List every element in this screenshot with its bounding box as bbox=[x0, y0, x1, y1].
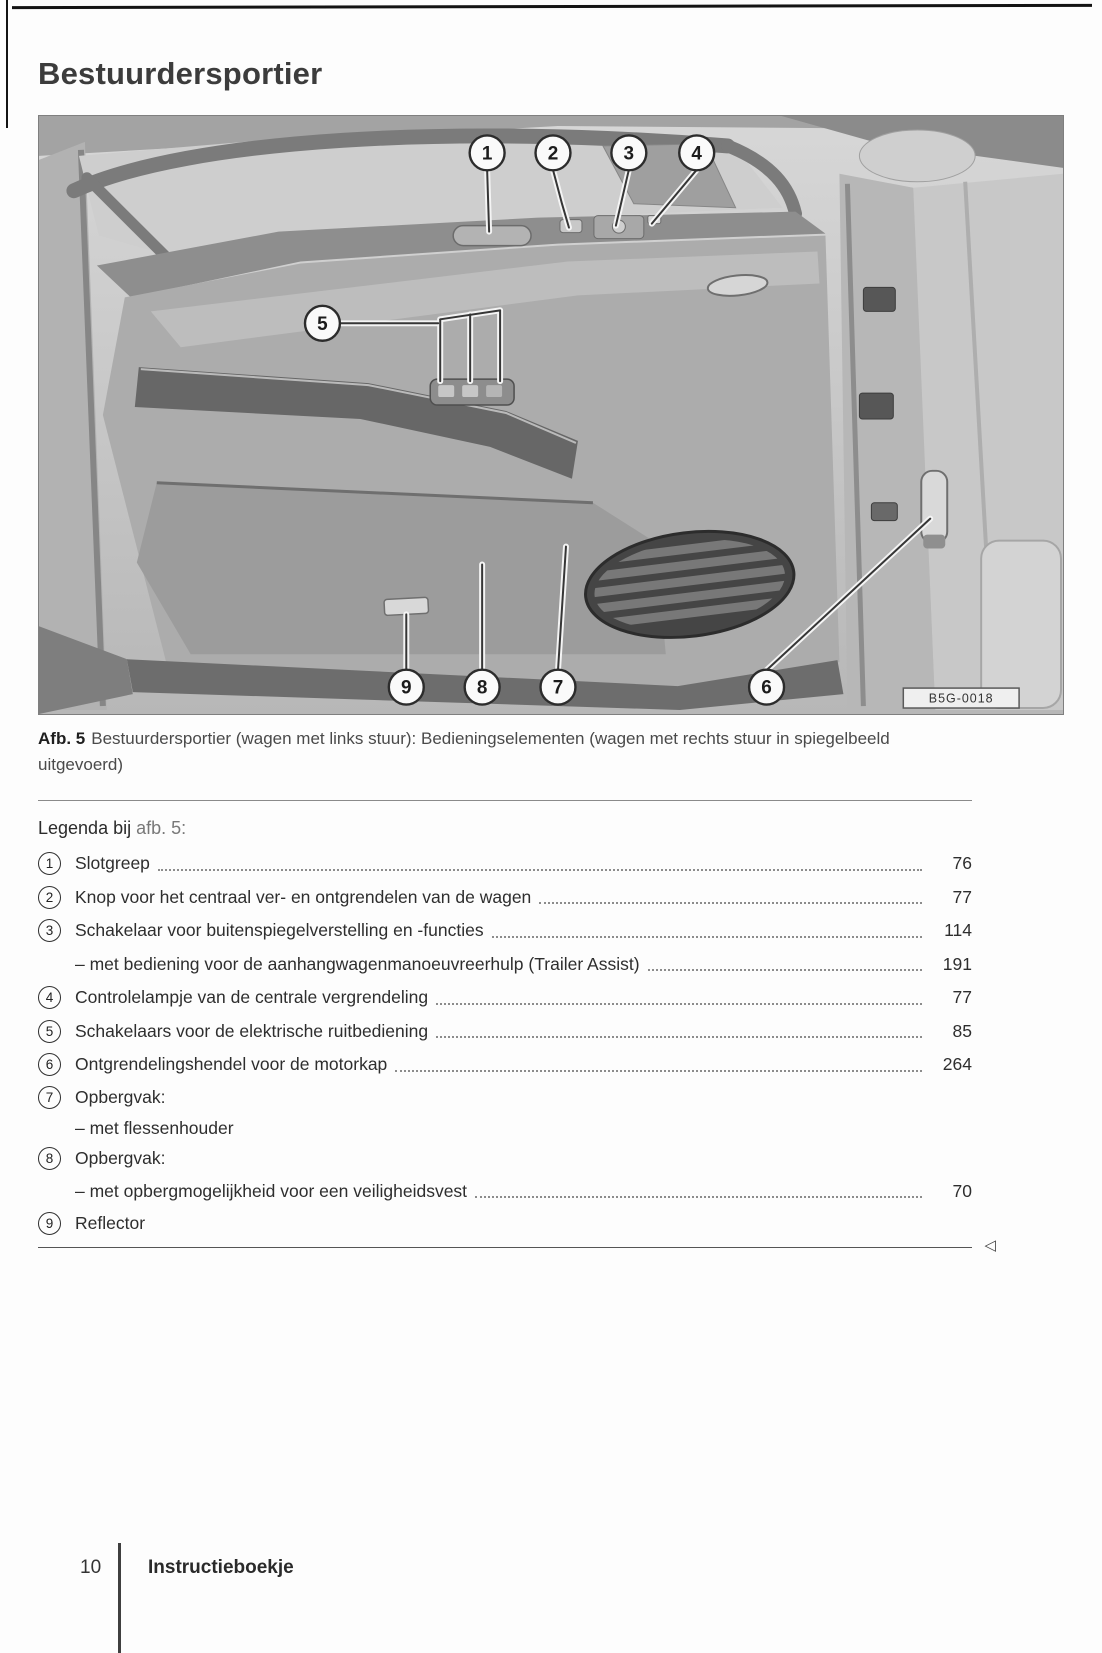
legend-item bbox=[38, 1052, 972, 1078]
figure-callout-1 bbox=[470, 135, 505, 170]
door-pocket bbox=[137, 483, 666, 654]
lock-grip bbox=[453, 226, 531, 246]
legend-item-number: 5 bbox=[38, 1020, 61, 1043]
legend-item-label: Ontgrendelingshendel voor de motorkap bbox=[75, 1054, 388, 1075]
footer-book-title: Instructieboekje bbox=[148, 1557, 294, 1578]
legend-subitem bbox=[75, 1178, 972, 1204]
legend-item-label: Knop voor het centraal ver- en ontgrendelen van de wagen bbox=[75, 886, 532, 907]
svg-text:5: 5 bbox=[317, 313, 328, 335]
legend bbox=[38, 810, 996, 1254]
legend-item-number: 1 bbox=[38, 852, 61, 875]
svg-text:4: 4 bbox=[691, 143, 702, 165]
figure-callout-6 bbox=[749, 670, 784, 705]
legend-item bbox=[38, 1212, 972, 1235]
figure-callout-8 bbox=[465, 670, 500, 705]
legend-item-number: 6 bbox=[38, 1053, 61, 1076]
svg-text:B5G-0018: B5G-0018 bbox=[928, 691, 994, 706]
dotted-leader bbox=[648, 952, 922, 972]
page-title: Bestuurdersportier bbox=[38, 56, 323, 91]
legend-item-label: Slotgreep bbox=[75, 853, 150, 874]
svg-text:3: 3 bbox=[623, 143, 635, 165]
legend-item-label: Opbergvak: bbox=[75, 1148, 166, 1169]
page-edge-line-left bbox=[6, 0, 8, 128]
figure-caption-text: Bestuurdersportier (wagen met links stuur): Bedieningselementen (wagen met rechts stuur in spiegelbeeld uitgevoerd) bbox=[38, 729, 890, 774]
legend-item bbox=[38, 1019, 972, 1045]
legend-heading bbox=[38, 818, 972, 839]
door-illustration bbox=[39, 116, 1063, 714]
dotted-leader bbox=[158, 851, 922, 871]
legend-item-number: 8 bbox=[38, 1147, 61, 1170]
headrest bbox=[859, 130, 975, 182]
legend-subitem-label: – met opbergmogelijkheid voor een veiligheidsvest bbox=[75, 1180, 468, 1201]
legend-heading-ref: afb. 5: bbox=[136, 818, 187, 838]
legend-subitem-page: 191 bbox=[942, 953, 972, 974]
legend-heading-prefix: Legenda bij bbox=[38, 818, 132, 838]
legend-item-number: 4 bbox=[38, 986, 61, 1009]
legend-subitem-page: 70 bbox=[952, 1180, 972, 1201]
legend-item-number: 2 bbox=[38, 886, 61, 909]
figure-code-label bbox=[903, 688, 1019, 708]
legend-item-page: 77 bbox=[952, 886, 972, 907]
dotted-leader bbox=[492, 918, 922, 938]
legend-subitem-label: – met bediening voor de aanhangwagenmanoeuvreerhulp (Trailer Assist) bbox=[75, 953, 640, 974]
footer-divider bbox=[118, 1543, 121, 1653]
legend-item-page: 77 bbox=[952, 987, 972, 1008]
legend-item-number: 7 bbox=[38, 1086, 61, 1109]
legend-top-rule bbox=[38, 800, 972, 801]
legend-item-page: 76 bbox=[952, 853, 972, 874]
legend-subitem bbox=[75, 952, 972, 978]
legend-item bbox=[38, 985, 972, 1011]
section-end-icon: ◁ bbox=[984, 1236, 996, 1254]
page-edge-line-top bbox=[12, 4, 1092, 9]
legend-item-label: Controlelampje van de centrale vergrendeling bbox=[75, 987, 429, 1008]
svg-text:9: 9 bbox=[401, 677, 412, 699]
legend-item-label: Opbergvak: bbox=[75, 1086, 166, 1107]
figure-callout-2 bbox=[536, 135, 571, 170]
dotted-leader bbox=[395, 1052, 922, 1072]
legend-item bbox=[38, 918, 972, 944]
dotted-leader bbox=[475, 1178, 922, 1198]
legend-subitem-label: – met flessenhouder bbox=[75, 1117, 234, 1138]
svg-text:1: 1 bbox=[481, 143, 493, 165]
legend-item bbox=[38, 1147, 972, 1170]
legend-item bbox=[38, 1086, 972, 1109]
legend-item-number: 3 bbox=[38, 919, 61, 942]
legend-item-label: Schakelaar voor buitenspiegelverstelling en -functies bbox=[75, 920, 484, 941]
dotted-leader bbox=[539, 885, 922, 905]
legend-item bbox=[38, 885, 972, 911]
legend-item-number: 9 bbox=[38, 1212, 61, 1235]
dotted-leader bbox=[436, 1019, 922, 1039]
figure-callout-4 bbox=[679, 135, 714, 170]
legend-item-label: Schakelaars voor de elektrische ruitbediening bbox=[75, 1020, 429, 1041]
svg-text:7: 7 bbox=[552, 677, 564, 699]
figure-caption-label: Afb. 5 bbox=[38, 729, 86, 748]
svg-text:2: 2 bbox=[547, 143, 559, 165]
figure-callout-7 bbox=[541, 670, 576, 705]
legend-list bbox=[38, 851, 972, 1235]
page-footer bbox=[0, 1543, 1102, 1653]
dotted-leader bbox=[436, 985, 922, 1005]
figure-callout-5 bbox=[305, 306, 340, 341]
figure-callout-9 bbox=[389, 670, 424, 705]
legend-item-label: Reflector bbox=[75, 1212, 146, 1233]
legend-item bbox=[38, 851, 972, 877]
figure-image bbox=[38, 115, 1064, 715]
legend-item-page: 264 bbox=[942, 1054, 972, 1075]
legend-item-page: 114 bbox=[944, 920, 972, 941]
legend-item-page: 85 bbox=[952, 1020, 972, 1041]
svg-text:8: 8 bbox=[476, 677, 488, 699]
figure-caption bbox=[38, 726, 973, 777]
figure-callout-3 bbox=[611, 135, 646, 170]
legend-end-rule bbox=[38, 1236, 996, 1254]
legend-subitem bbox=[75, 1117, 972, 1140]
svg-text:6: 6 bbox=[761, 677, 772, 699]
hood-release-lever bbox=[921, 471, 947, 549]
footer-page-number: 10 bbox=[80, 1557, 102, 1578]
seat-cushion bbox=[981, 541, 1061, 708]
